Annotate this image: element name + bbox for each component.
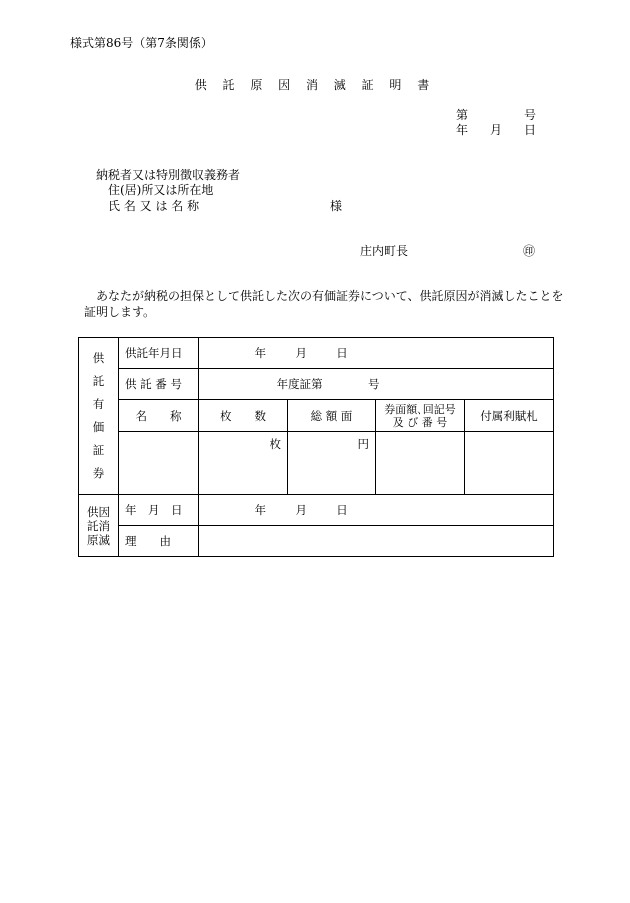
extinction-date-field[interactable]: 年 月 日 <box>199 495 554 526</box>
issuer-title: 庄内町長 <box>360 244 409 258</box>
col-header-coupons: 付属利賦札 <box>465 400 554 432</box>
honorific: 様 <box>330 199 343 213</box>
securities-name-cell[interactable] <box>119 432 199 495</box>
deposit-date-label: 供託年月日 <box>119 338 199 369</box>
securities-total-cell[interactable]: 円 <box>288 432 376 495</box>
securities-face-value-cell[interactable] <box>376 432 465 495</box>
securities-count-cell[interactable]: 枚 <box>199 432 288 495</box>
date-day: 日 <box>523 123 536 137</box>
body-text-line1: あなたが納税の担保として供託した次の有価証券について、供託原因が消滅したことを <box>96 289 564 303</box>
seal-mark: ㊞ <box>523 244 536 258</box>
deposit-number-field[interactable]: 年度証第 号 <box>199 369 554 400</box>
section-label-securities: 供 託 有 価 証 券 <box>79 338 119 495</box>
deposit-number-label: 供 託 番 号 <box>119 369 199 400</box>
document-title: 供 託 原 因 消 滅 証 明 書 <box>194 78 436 92</box>
securities-coupons-cell[interactable] <box>465 432 554 495</box>
section-label-extinction: 供因 託消 原滅 <box>79 495 119 557</box>
col-header-name: 名 称 <box>119 400 199 432</box>
extinction-date-label: 年 月 日 <box>119 495 199 526</box>
date-month: 月 <box>489 123 502 137</box>
document-number-line <box>456 108 536 122</box>
form-number: 様式第86号（第7条関係） <box>70 36 213 50</box>
col-header-face-value: 券面額､回記号 及 び 番 号 <box>376 400 465 432</box>
body-text-line2: 証明します。 <box>84 305 156 319</box>
date-year: 年 <box>456 123 469 137</box>
number-prefix: 第 <box>456 108 469 122</box>
certificate-table <box>78 337 554 557</box>
col-header-total: 総 額 面 <box>288 400 376 432</box>
reason-label: 理 由 <box>119 526 199 557</box>
col-header-count: 枚 数 <box>199 400 288 432</box>
reason-field[interactable] <box>199 526 554 557</box>
number-suffix: 号 <box>523 108 536 122</box>
taxpayer-label: 納税者又は特別徴収義務者 <box>96 168 241 182</box>
document-date-line <box>456 123 536 137</box>
address-label: 住(居)所又は所在地 <box>108 183 214 197</box>
name-label: 氏 名 又 は 名 称 <box>108 199 200 213</box>
deposit-date-field[interactable]: 年 月 日 <box>199 338 554 369</box>
